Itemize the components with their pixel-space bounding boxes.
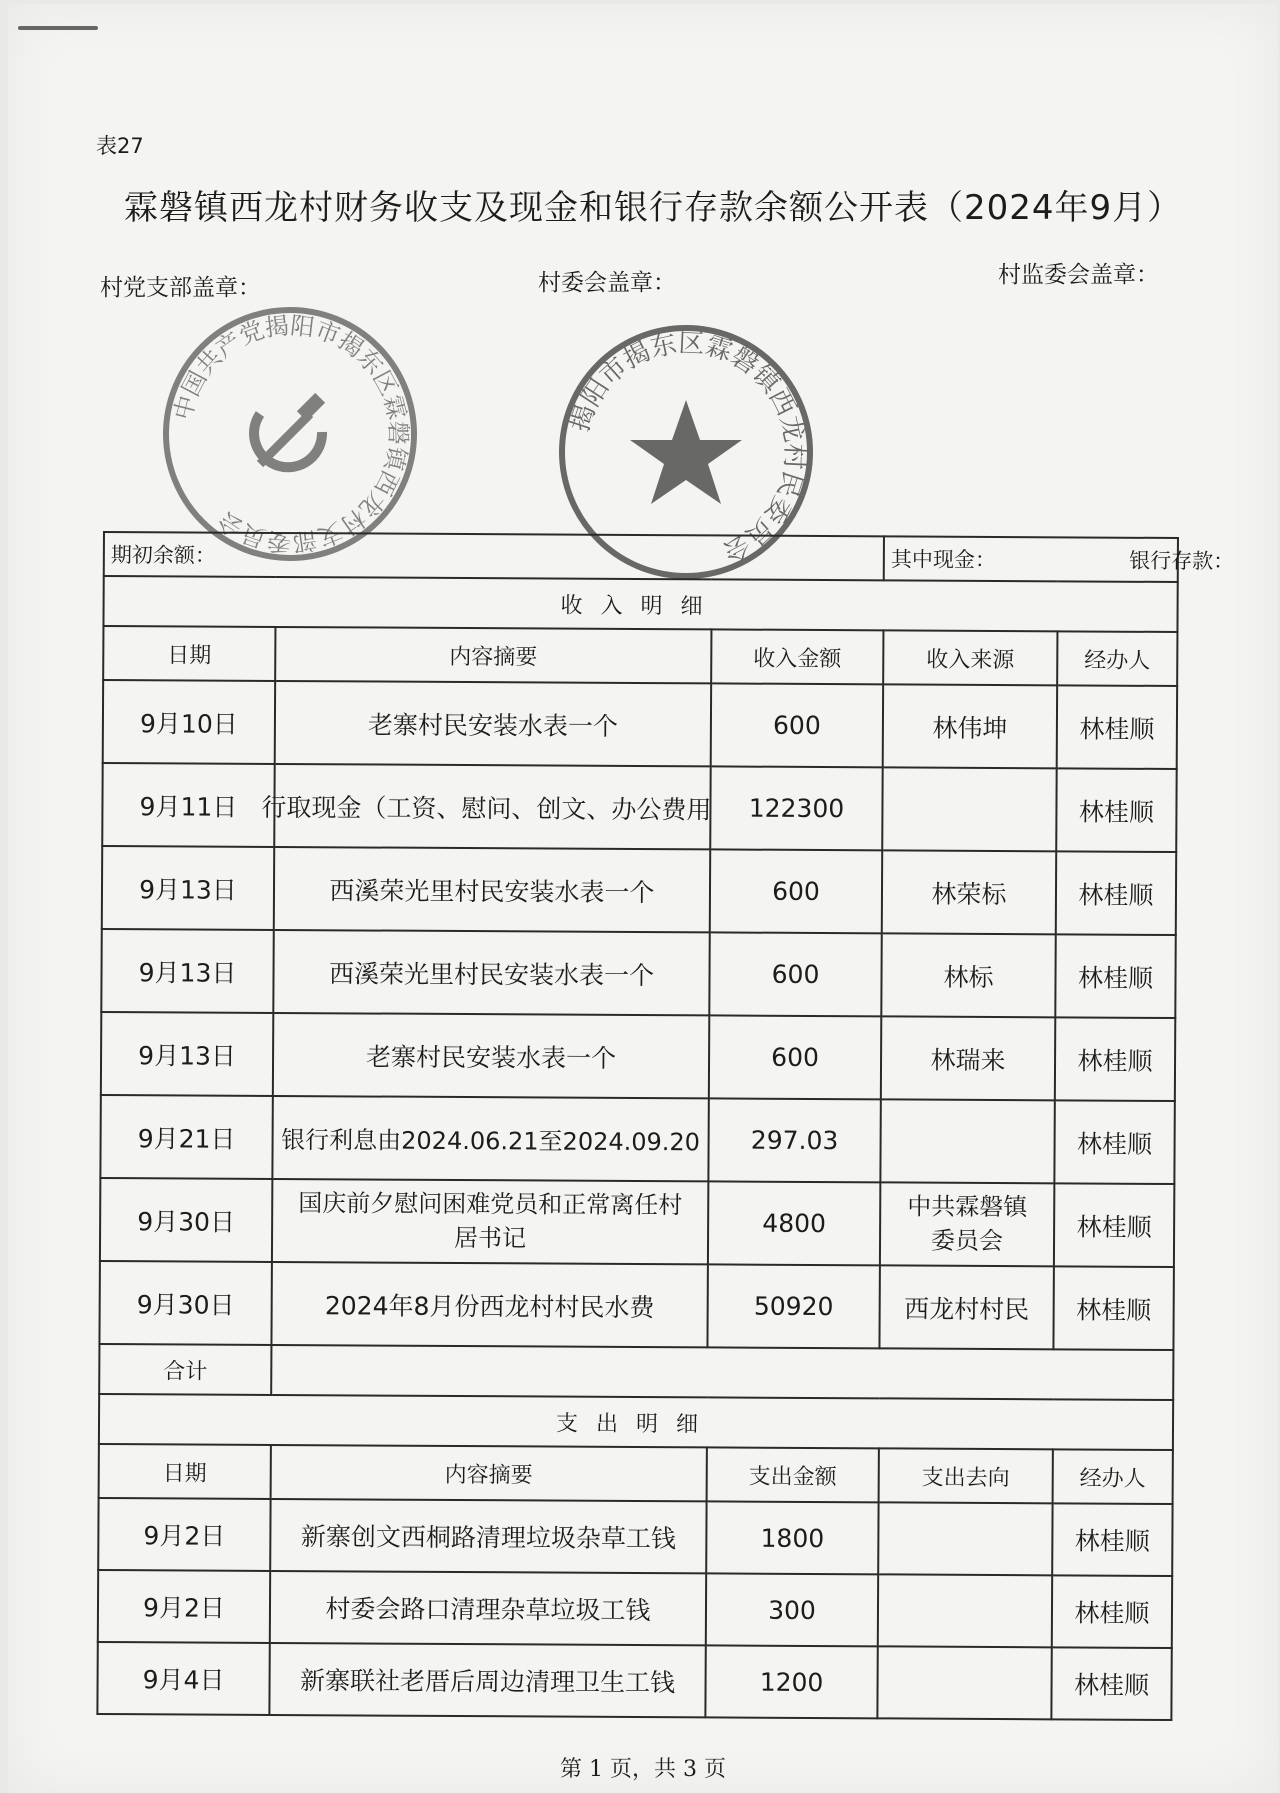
expense-col-date: 日期 bbox=[99, 1444, 271, 1499]
expense-handler: 林桂顺 bbox=[1052, 1503, 1172, 1576]
income-date: 9月30日 bbox=[100, 1178, 272, 1262]
income-handler: 林桂顺 bbox=[1055, 1017, 1175, 1101]
expense-handler: 林桂顺 bbox=[1051, 1647, 1171, 1720]
table-row bbox=[100, 1178, 1174, 1267]
income-date: 9月13日 bbox=[102, 846, 274, 930]
income-date: 9月30日 bbox=[99, 1261, 271, 1345]
table-number: 表27 bbox=[96, 134, 144, 158]
income-section-header bbox=[103, 576, 1177, 632]
expense-summary: 新寨联社老厝后周边清理卫生工钱 bbox=[269, 1643, 705, 1717]
income-source bbox=[880, 1099, 1054, 1183]
income-amount: 600 bbox=[709, 1015, 881, 1099]
table-row bbox=[100, 1095, 1174, 1184]
expense-section-title: 支出明细 bbox=[99, 1394, 1173, 1450]
expense-summary: 新寨创文西桐路清理垃圾杂草工钱 bbox=[270, 1499, 706, 1573]
star-mark bbox=[630, 400, 742, 504]
cash-bank-cell bbox=[884, 536, 1235, 582]
income-handler: 林桂顺 bbox=[1053, 1266, 1173, 1350]
income-amount: 600 bbox=[709, 932, 881, 1016]
table-row bbox=[101, 929, 1175, 1018]
income-handler: 林桂顺 bbox=[1054, 1183, 1174, 1267]
income-total-row bbox=[99, 1344, 1173, 1400]
income-col-summary: 内容摘要 bbox=[275, 627, 711, 683]
expense-col-dest: 支出去向 bbox=[879, 1448, 1053, 1503]
income-total-value bbox=[271, 1345, 1173, 1400]
income-summary: 2024年8月份西龙村村民水费 bbox=[271, 1262, 707, 1347]
income-amount: 4800 bbox=[708, 1181, 880, 1265]
expense-amount: 1800 bbox=[706, 1501, 878, 1574]
income-date: 9月13日 bbox=[101, 1012, 273, 1096]
income-col-handler: 经办人 bbox=[1057, 631, 1177, 686]
income-handler: 林桂顺 bbox=[1057, 685, 1177, 769]
income-col-amount: 收入金额 bbox=[711, 629, 883, 684]
table-row bbox=[103, 680, 1177, 769]
opening-balance-row bbox=[104, 532, 1178, 582]
page-title: 霖磐镇西龙村财务收支及现金和银行存款余额公开表（2024年9月） bbox=[124, 188, 1183, 228]
table-row bbox=[97, 1642, 1171, 1720]
income-summary: 老寨村民安装水表一个 bbox=[275, 681, 711, 766]
table-row bbox=[98, 1570, 1172, 1648]
party-branch-seal-label: 村党支部盖章： bbox=[100, 275, 261, 301]
expense-dest bbox=[877, 1646, 1051, 1719]
income-section-title: 收入明细 bbox=[103, 576, 1177, 632]
expense-section-header bbox=[99, 1394, 1173, 1450]
committee-seal-text: 揭阳市揭东区霖磐镇西龙村民委员会 bbox=[565, 328, 810, 567]
income-date: 9月21日 bbox=[100, 1095, 272, 1179]
supervisory-committee-seal-label: 村监委会盖章： bbox=[998, 262, 1159, 288]
income-amount: 600 bbox=[710, 849, 882, 933]
income-handler: 林桂顺 bbox=[1055, 934, 1175, 1018]
page-footer: 第 1 页，共 3 页 bbox=[560, 1757, 726, 1782]
table-row bbox=[102, 846, 1176, 935]
expense-date: 9月4日 bbox=[97, 1642, 269, 1715]
income-total-label: 合计 bbox=[99, 1344, 271, 1395]
expense-column-headers bbox=[99, 1444, 1173, 1504]
income-date: 9月11日 bbox=[102, 763, 274, 847]
income-column-headers bbox=[103, 626, 1177, 686]
income-source: 林标 bbox=[881, 933, 1055, 1017]
expense-dest bbox=[878, 1502, 1052, 1575]
income-handler: 林桂顺 bbox=[1056, 768, 1176, 852]
binding-mark bbox=[18, 26, 98, 30]
expense-col-summary: 内容摘要 bbox=[271, 1445, 707, 1501]
expense-col-amount: 支出金额 bbox=[707, 1447, 879, 1502]
table-row bbox=[102, 763, 1176, 852]
income-col-date: 日期 bbox=[103, 626, 275, 681]
opening-balance-label: 期初余额： bbox=[104, 532, 884, 580]
income-amount: 297.03 bbox=[708, 1098, 880, 1182]
cash-label: 其中现金： bbox=[890, 547, 996, 572]
income-source: 林瑞来 bbox=[881, 1016, 1055, 1100]
table-row bbox=[99, 1261, 1173, 1350]
income-source: 西龙村村民 bbox=[879, 1265, 1053, 1349]
income-amount: 50920 bbox=[707, 1264, 879, 1348]
expense-amount: 1200 bbox=[705, 1645, 877, 1718]
expense-handler: 林桂顺 bbox=[1052, 1575, 1172, 1648]
party-seal-text: 中国共产党揭阳市揭东区霖磐镇西龙村支部委员会 bbox=[168, 311, 413, 557]
income-summary: 国庆前夕慰问困难党员和正常离任村居书记 bbox=[272, 1179, 708, 1264]
income-amount: 600 bbox=[711, 683, 883, 767]
income-summary: 西溪荣光里村民安装水表一个 bbox=[273, 930, 709, 1015]
income-col-source: 收入来源 bbox=[883, 630, 1057, 685]
expense-summary: 村委会路口清理杂草垃圾工钱 bbox=[270, 1571, 706, 1645]
table-row bbox=[101, 1012, 1175, 1101]
expense-date: 9月2日 bbox=[98, 1570, 270, 1643]
income-summary: 老寨村民安装水表一个 bbox=[273, 1013, 709, 1098]
expense-amount: 300 bbox=[706, 1573, 878, 1646]
finance-table bbox=[96, 531, 1235, 1721]
income-summary: 行取现金（工资、慰问、创文、办公费用 bbox=[261, 792, 712, 824]
income-date: 9月10日 bbox=[103, 680, 275, 764]
income-source: 中共霖磐镇委员会 bbox=[880, 1182, 1054, 1266]
income-summary: 西溪荣光里村民安装水表一个 bbox=[274, 847, 710, 932]
income-amount: 122300 bbox=[710, 766, 882, 850]
party-branch-seal bbox=[160, 304, 420, 564]
expense-col-handler: 经办人 bbox=[1053, 1449, 1173, 1504]
village-committee-seal-label: 村委会盖章： bbox=[538, 270, 676, 296]
expense-dest bbox=[878, 1574, 1052, 1647]
income-date: 9月13日 bbox=[101, 929, 273, 1013]
bank-label: 银行存款： bbox=[1129, 548, 1235, 574]
income-source: 林伟坤 bbox=[883, 684, 1057, 768]
income-source bbox=[882, 767, 1056, 851]
income-handler: 林桂顺 bbox=[1054, 1100, 1174, 1184]
income-handler: 林桂顺 bbox=[1056, 851, 1176, 935]
income-summary: 银行利息由2024.06.21至2024.09.20 bbox=[272, 1096, 708, 1181]
expense-date: 9月2日 bbox=[98, 1498, 270, 1571]
document-page bbox=[8, 4, 1278, 1793]
table-row bbox=[98, 1498, 1172, 1576]
income-source: 林荣标 bbox=[882, 850, 1056, 934]
income-summary-cell bbox=[261, 764, 712, 849]
